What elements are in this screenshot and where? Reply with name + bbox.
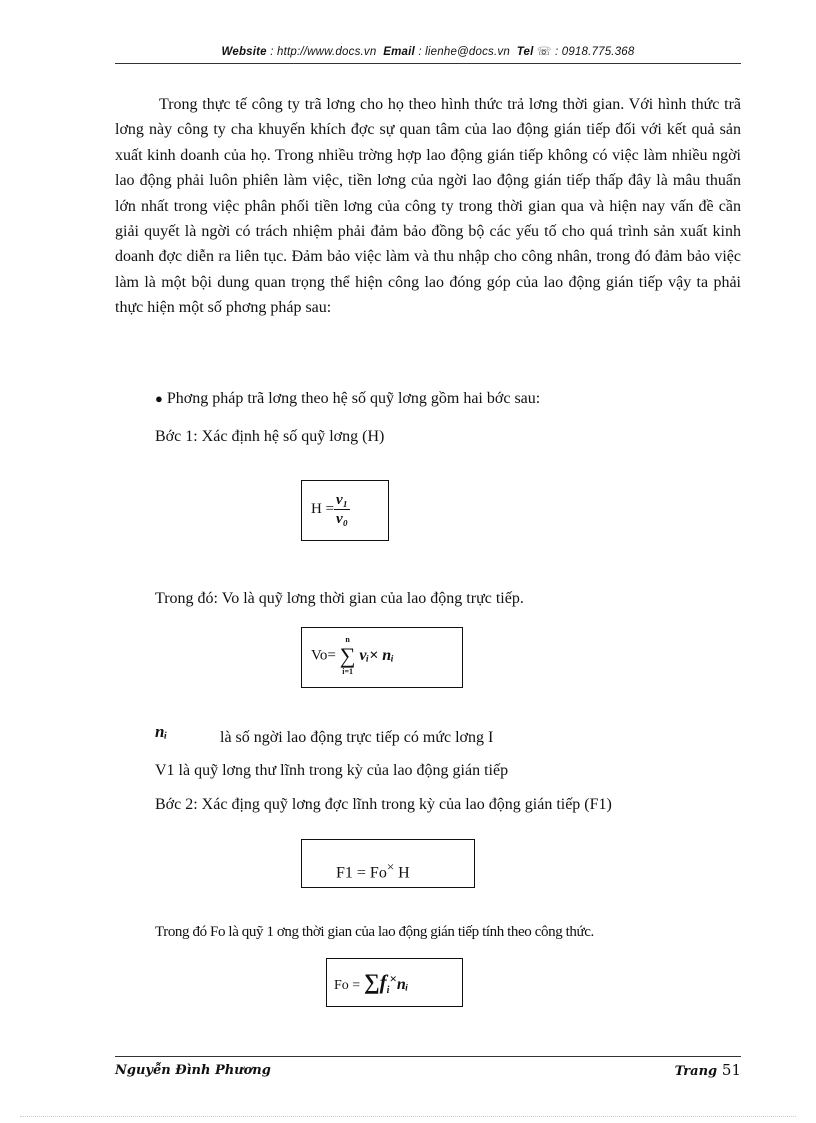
formula-fo-f: f <box>379 970 387 994</box>
formula-h-lhs: H = <box>311 500 335 517</box>
where-vo: Trong đó: Vo là quỹ lơng thời gian của lao động trực tiếp. <box>155 590 524 607</box>
where-fo: Trong đó Fo là quỹ 1 ơng thời gian của lao động gián tiếp tính theo công thức. <box>155 924 594 940</box>
formula-h <box>311 491 350 528</box>
formula-f1-box <box>301 839 475 888</box>
page-header <box>115 44 741 58</box>
header-rule <box>115 63 741 64</box>
footer-author: Nguyễn Đình Phương <box>115 1063 271 1078</box>
formula-h-numerator: v₁ <box>336 492 348 508</box>
step-1: Bớc 1: Xác định hệ số quỹ lơng (H) <box>155 428 385 445</box>
bullet-icon: ● <box>155 391 163 406</box>
main-paragraph: Trong thực tế công ty trã lơng cho họ theo hình thức trả lơng thời gian. Với hình thức trã lơng này công ty cha khuyến khích đợc sự quan tâm của lao động gián tiếp đối với kết quả sản xuất kinh doanh của họ. Trong nhiều trờng hợp lao động gián tiếp không có việc làm nhiều ngời lao động phải luôn phiên làm việc, tiền lơng của ngời lao động gián tiếp thấp đây là mâu thuẩn lớn nhất trong việc phân phối tiền lơng của công ty trong thời gian qua và hiện nay vấn đề cần giải quyết là ngời có trách nhiệm phải đảm bảo đồng bộ các yếu tố cho quá trình sản xuất kinh doanh đợc diễn ra liên tục. Đảm bảo việc làm và thu nhập cho công nhân, trong đó đảm bảo việc làm là một bội dung quan trọng thể hiện công lao đóng góp của lao động gián tiếp vậy ta phải thực hiện một số phơng pháp sau: <box>115 96 741 317</box>
footer-page-label: Trang <box>674 1064 718 1079</box>
formula-f1 <box>336 859 410 882</box>
v1-description: V1 là quỹ lơng thư lĩnh trong kỳ của lao động gián tiếp <box>155 762 509 779</box>
formula-fo-times: × <box>389 971 397 986</box>
tel-label: Tel <box>516 46 534 58</box>
website-value: : http://www.docs.vn <box>270 46 377 58</box>
formula-h-fraction <box>334 491 350 528</box>
formula-vo-term: vᵢ× nᵢ <box>359 647 394 664</box>
formula-fo-lhs: Fo = <box>334 978 361 993</box>
sum-lower: i=1 <box>342 667 353 676</box>
footer-page-number: 51 <box>721 1061 741 1079</box>
formula-h-denominator: v₀ <box>336 511 348 527</box>
formula-vo-lhs: Vo= <box>311 647 336 664</box>
formula-fo-n: nᵢ <box>396 976 409 993</box>
body-text <box>115 92 741 321</box>
formula-f1-rhs: H <box>394 864 410 882</box>
ni-line <box>155 722 167 742</box>
sum-upper: n <box>345 635 350 644</box>
formula-f1-lhs: F1 = Fo <box>336 864 387 882</box>
formula-fo <box>334 969 408 996</box>
email-value: : lienhe@docs.vn <box>418 46 510 58</box>
formula-vo <box>311 635 394 676</box>
method-bullet <box>155 390 540 408</box>
bullet-text: Phơng pháp trã lơng theo hệ số quỹ lơng gồm hai bớc sau: <box>166 390 541 407</box>
formula-fo-box <box>326 958 463 1007</box>
website-label: Website <box>221 46 267 58</box>
email-label: Email <box>383 46 415 58</box>
step-2: Bớc 2: Xác địng quỹ lơng đợc lĩnh trong kỳ của lao động gián tiếp (F1) <box>155 796 612 813</box>
ni-description: là số ngời lao động trực tiếp có mức lơng I <box>220 729 494 746</box>
footer-rule <box>115 1056 741 1057</box>
sum-icon-fo: ∑ <box>363 969 380 994</box>
ni-symbol: nᵢ <box>155 722 168 741</box>
footer-page <box>640 1061 741 1079</box>
formula-fo-f-sub: i <box>386 985 390 996</box>
sum-icon <box>339 635 356 676</box>
page-edge <box>20 1116 796 1117</box>
formula-vo-box <box>301 627 463 688</box>
multiply-icon: × <box>386 859 395 874</box>
sum-sigma: ∑ <box>339 643 356 668</box>
phone-icon: ☏ <box>536 46 552 58</box>
tel-value: : 0918.775.368 <box>554 46 635 58</box>
formula-h-box <box>301 480 389 541</box>
